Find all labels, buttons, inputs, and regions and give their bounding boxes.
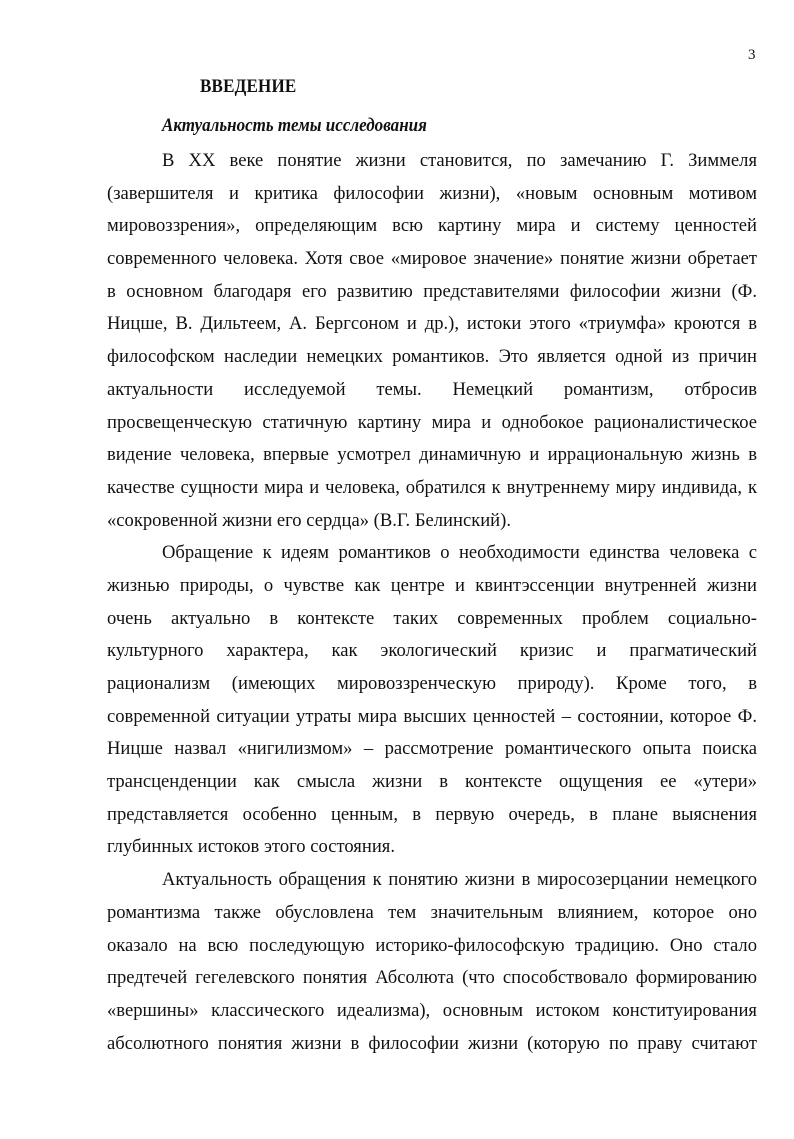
text-line: Ницше, В. Дильтеем, А. Бергсоном и др.), истоки этого «триумфа» кроются в: [107, 313, 757, 335]
text-line: представляется особенно ценным, в первую очередь, в плане выяснения: [107, 803, 757, 825]
paragraph-3: [107, 864, 757, 1060]
text-line: Актуальность обращения к понятию жизни в миросозерцании немецкого: [162, 869, 757, 891]
section-heading: ВВЕДЕНИЕ: [200, 77, 297, 97]
text-line: в основном благодаря его развитию представителями философии жизни (Ф.: [107, 280, 757, 302]
text-line: (завершителя и критика философии жизни), «новым основным мотивом: [107, 182, 757, 204]
text-line: трансценденции как смысла жизни в контексте ощущения ее «утери»: [107, 771, 757, 793]
text-line: мировоззрения», определяющим всю картину мира и систему ценностей: [107, 215, 757, 237]
text-line: «сокровенной жизни его сердца» (В.Г. Белинский).: [107, 509, 511, 531]
page-number: 3: [748, 47, 756, 63]
text-line: актуальности исследуемой темы. Немецкий романтизм, отбросив: [107, 378, 757, 400]
text-line: рационализм (имеющих мировоззренческую природу). Кроме того, в: [107, 673, 757, 694]
body-text: [107, 145, 757, 1060]
text-line: культурного характера, как экологический кризис и прагматический: [107, 640, 757, 662]
section-subheading: Актуальность темы исследования: [162, 116, 427, 136]
text-line: жизнью природы, о чувстве как центре и квинтэссенции внутренней жизни: [107, 574, 757, 596]
text-line: «вершины» классического идеализма), основным истоком конституирования: [107, 999, 757, 1021]
text-line: Обращение к идеям романтиков о необходимости единства человека с: [162, 542, 757, 564]
text-line: современной ситуации утраты мира высших ценностей – состоянии, которое Ф.: [107, 705, 757, 727]
text-line: качестве сущности мира и человека, обратился к внутреннему миру индивида, к: [107, 476, 757, 498]
text-line: глубинных истоков этого состояния.: [107, 836, 395, 858]
paragraph-1: [107, 145, 757, 537]
text-line: В XX веке понятие жизни становится, по замечанию Г. Зиммеля: [162, 150, 757, 171]
text-line: видение человека, впервые усмотрел динамичную и иррациональную жизнь в: [107, 444, 757, 466]
text-line: абсолютного понятия жизни в философии жизни (которую по праву считают: [107, 1032, 757, 1054]
text-line: Ницше назвал «нигилизмом» – рассмотрение романтического опыта поиска: [107, 738, 757, 760]
text-line: очень актуально в контексте таких современных проблем социально-: [107, 607, 757, 629]
text-line: оказало на всю последующую историко-философскую традицию. Оно стало: [107, 934, 757, 956]
text-line: романтизма также обусловлена тем значительным влиянием, которое оно: [107, 901, 757, 923]
paragraph-2: [107, 537, 757, 864]
text-line: просвещенческую статичную картину мира и однобокое рационалистическое: [107, 411, 757, 433]
text-line: философском наследии немецких романтиков. Это является одной из причин: [107, 346, 757, 368]
text-line: предтечей гегелевского понятия Абсолюта (что способствовало формированию: [107, 967, 757, 989]
text-line: современного человека. Хотя свое «мировое значение» понятие жизни обретает: [107, 248, 757, 270]
